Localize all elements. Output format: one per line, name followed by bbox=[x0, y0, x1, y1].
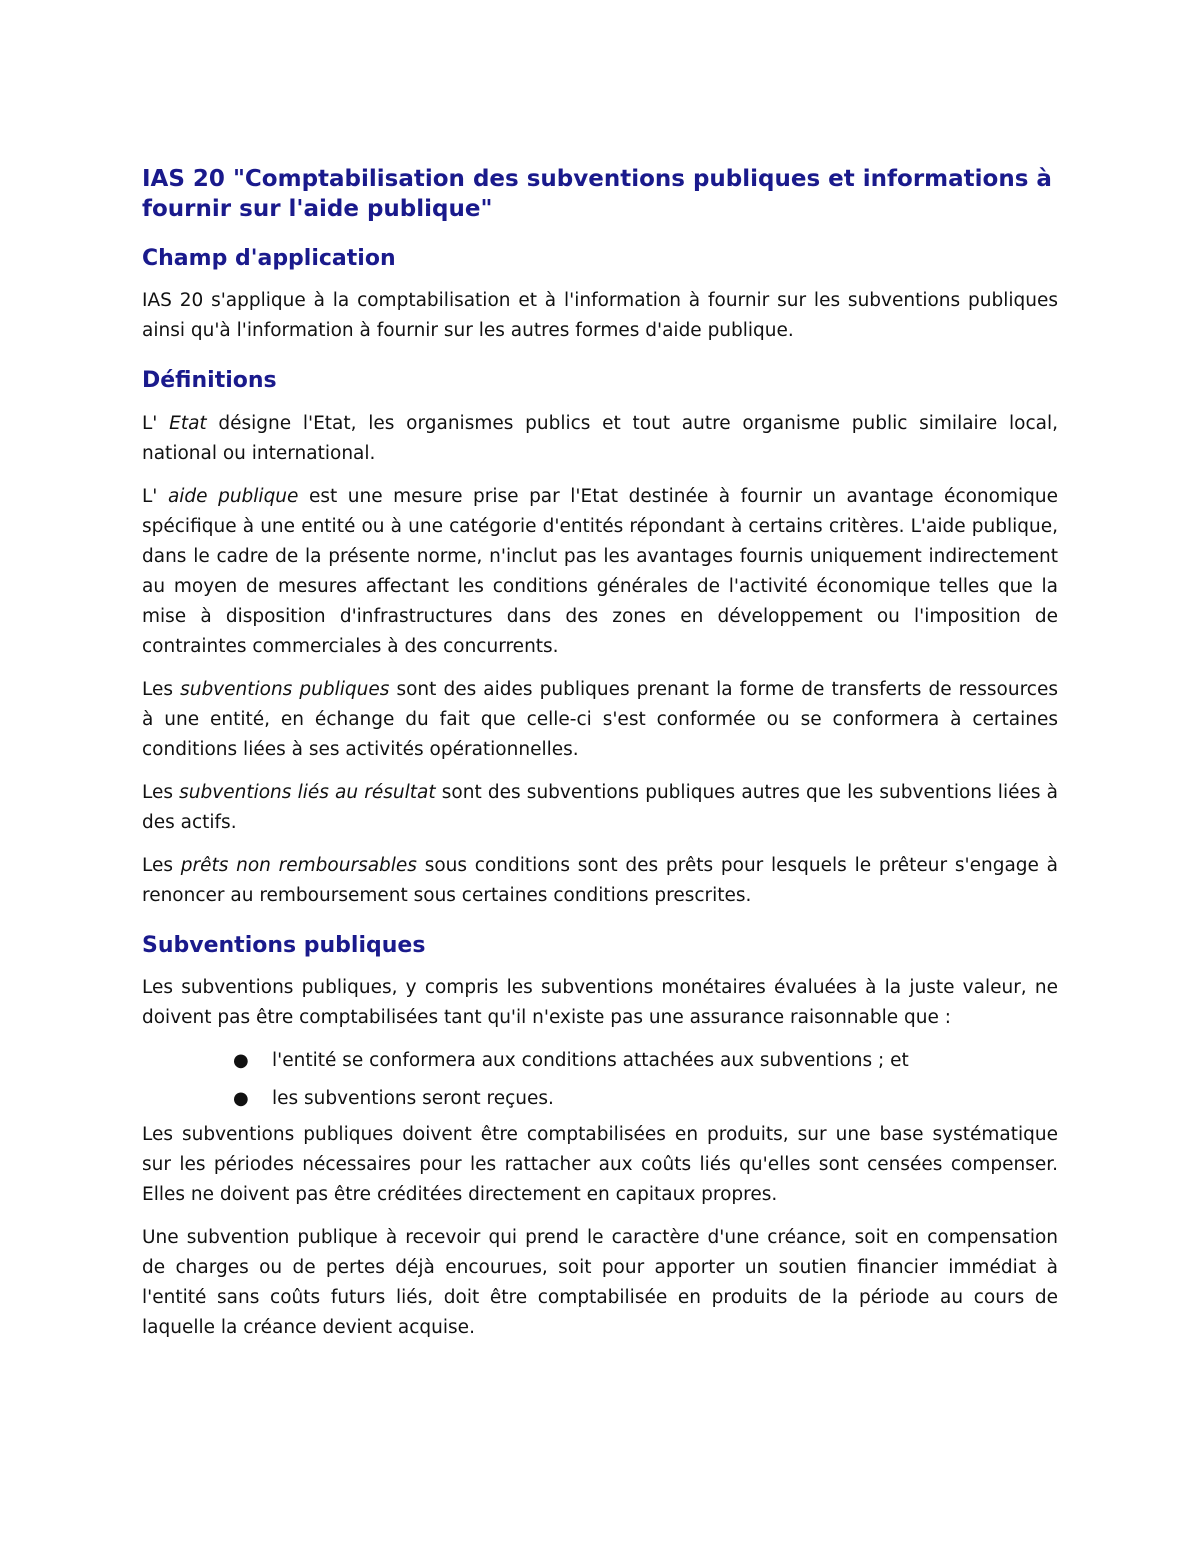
definition-prefix: L' bbox=[142, 486, 168, 507]
document-title: IAS 20 "Comptabilisation des subventions publiques et informations à fournir sur l'aide publique" bbox=[142, 166, 1052, 222]
list-item bbox=[142, 1084, 1058, 1114]
definition-subventions-resultat bbox=[142, 778, 1058, 838]
heading-champ: Champ d'application bbox=[142, 246, 396, 271]
list-item-text: les subventions seront reçues. bbox=[272, 1088, 554, 1109]
document-page bbox=[142, 164, 1058, 1343]
definition-text: sont des subventions publiques autres que les subventions liées à des actifs. bbox=[142, 782, 1058, 833]
definition-term: subventions liés au résultat bbox=[179, 782, 436, 803]
conditions-list bbox=[142, 1046, 1058, 1114]
paragraph-comptabilisation: Les subventions publiques doivent être comptabilisées en produits, sur une base systématique sur les périodes nécessaires pour les rattacher aux coûts liés qu'elles sont censées compenser. Elles ne doivent pas être créditées directement en capitaux propres. bbox=[142, 1124, 1058, 1205]
definition-term: prêts non remboursables bbox=[180, 855, 417, 876]
list-item bbox=[142, 1046, 1058, 1076]
definition-text: sont des aides publiques prenant la forme de transferts de ressources à une entité, en échange du fait que celle-ci s'est conformée ou se conformera à certaines conditions liées à ses activités opérationnelles. bbox=[142, 679, 1058, 760]
paragraph-creance: Une subvention publique à recevoir qui prend le caractère d'une créance, soit en compensation de charges ou de pertes déjà encourues, soit pour apporter un soutien financier immédiat à l'entité sans coûts futurs liés, doit être comptabilisée en produits de la période au cours de laquelle la créance devient acquise. bbox=[142, 1227, 1058, 1338]
definition-prefix: Les bbox=[142, 855, 181, 876]
definition-subventions-publiques bbox=[142, 675, 1058, 765]
bullet-icon: ● bbox=[233, 1050, 249, 1071]
heading-definitions: Définitions bbox=[142, 368, 277, 393]
definition-term: subventions publiques bbox=[180, 679, 390, 700]
definition-prefix: L' bbox=[142, 413, 170, 434]
definition-etat bbox=[142, 409, 1058, 469]
definition-aide-publique bbox=[142, 482, 1058, 662]
paragraph-champ: IAS 20 s'applique à la comptabilisation et à l'information à fournir sur les subventions publiques ainsi qu'à l'information à fournir sur les autres formes d'aide publique. bbox=[142, 290, 1058, 341]
list-item-text: l'entité se conformera aux conditions attachées aux subventions ; et bbox=[272, 1050, 909, 1071]
definition-text: est une mesure prise par l'Etat destinée à fournir un avantage économique spécifique à une entité ou à une catégorie d'entités répondant à certains critères. L'aide publique, dans le cadre de la présente norme, n'inclut pas les avantages fournis uniquement indirectement au moyen de mesures affectant les conditions générales de l'activité économique telles que la mise à disposition d'infrastructures dans des zones en développement ou l'imposition de contraintes commerciales à des concurrents. bbox=[142, 486, 1058, 657]
heading-subventions-publiques: Subventions publiques bbox=[142, 933, 426, 958]
definition-term: aide publique bbox=[167, 486, 299, 507]
bullet-icon: ● bbox=[233, 1088, 249, 1109]
definition-prefix: Les bbox=[142, 782, 180, 803]
definition-prefix: Les bbox=[142, 679, 181, 700]
paragraph-subventions-intro: Les subventions publiques, y compris les subventions monétaires évaluées à la juste valeur, ne doivent pas être comptabilisées tant qu'il n'existe pas une assurance raisonnable que : bbox=[142, 977, 1058, 1028]
definition-text: sous conditions sont des prêts pour lesquels le prêteur s'engage à renoncer au remboursement sous certaines conditions prescrites. bbox=[142, 855, 1059, 906]
definition-prets bbox=[142, 851, 1058, 911]
definition-text: désigne l'Etat, les organismes publics et tout autre organisme public similaire local, national ou international. bbox=[142, 413, 1058, 464]
definition-term: Etat bbox=[169, 413, 207, 434]
